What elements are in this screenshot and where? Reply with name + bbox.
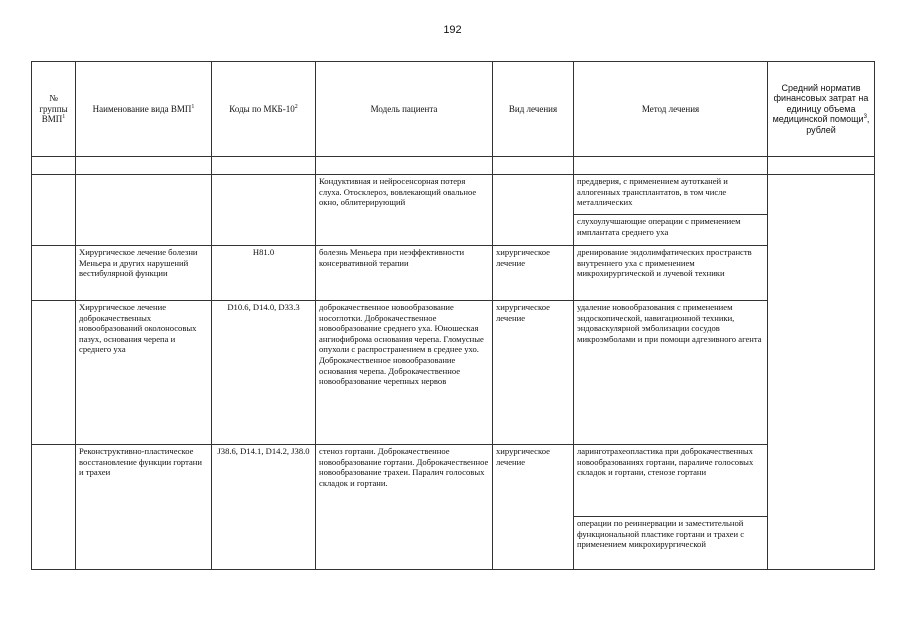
method-cell: дренирование эндолимфатических пространств внутреннего уха с применением микрохирургической и лучевой техники <box>574 246 768 301</box>
table-row <box>32 175 875 215</box>
cost-cell <box>768 175 875 570</box>
method-cell: слухоулучшающие операции с применением имплантата среднего уха <box>574 215 768 246</box>
header-method: Метод лечения <box>574 62 768 157</box>
method-cell: операции по реиннервации и заместительной функциональной пластике гортани и трахеи с применением микрохирургической <box>574 517 768 570</box>
header-cost: Средний норматив финансовых затрат на единицу объема медицинской помощи$^3$, рублей <box>768 62 875 157</box>
patient-model-cell: стеноз гортани. Доброкачественное новообразование гортани. Доброкачественное новообразование трахеи. Паралич голосовых складок и гортани. <box>316 445 493 570</box>
vmp-name-cell: Хирургическое лечение доброкачественных новообразований околоносовых пазух, основания черепа и среднего уха <box>76 301 212 445</box>
table-row <box>32 246 875 301</box>
header-name: Наименование вида ВМП$^1$ <box>76 62 212 157</box>
patient-model-cell: доброкачественное новообразование носоглотки. Доброкачественное новообразование среднего уха. Юношеская ангиофиброма основания черепа. Гломусные опухоли с распространением в среднее ухо. Доброкачественное новообразование основания черепа. Доброкачественное новообразование черепных нервов <box>316 301 493 445</box>
header-row <box>32 62 875 157</box>
patient-model-cell: болезнь Меньера при неэффективности консервативной терапии <box>316 246 493 301</box>
treatment-type-cell: хирургическое лечение <box>493 301 574 445</box>
empty-row <box>32 157 875 175</box>
patient-model-cell: Кондуктивная и нейросенсорная потеря слуха. Отосклероз, вовлекающий овальное окно, облитерирующий <box>316 175 493 246</box>
icd-codes-cell: J38.6, D14.1, D14.2, J38.0 <box>212 445 316 570</box>
header-model: Модель пациента <box>316 62 493 157</box>
icd-codes-cell: H81.0 <box>212 246 316 301</box>
header-group-no: № группы ВМП$^1$ <box>32 62 76 157</box>
method-cell: ларинготрахеопластика при доброкачественных новообразованиях гортани, параличе голосовых складок и гортани, стенозе гортани <box>574 445 768 517</box>
vmp-table <box>31 61 875 570</box>
treatment-type-cell: хирургическое лечение <box>493 445 574 570</box>
icd-codes-cell: D10.6, D14.0, D33.3 <box>212 301 316 445</box>
header-treatment-type: Вид лечения <box>493 62 574 157</box>
vmp-name-cell: Хирургическое лечение болезни Меньера и других нарушений вестибулярной функции <box>76 246 212 301</box>
method-cell: преддверия, с применением аутотканей и аллогенных трансплантатов, в том числе металлических <box>574 175 768 215</box>
method-cell: удаление новообразования с применением эндоскопической, навигационной техники, эндоваскулярной эмболизации сосудов микроэмболами и при помощи адгезивного агента <box>574 301 768 445</box>
treatment-type-cell: хирургическое лечение <box>493 246 574 301</box>
vmp-name-cell: Реконструктивно-пластическое восстановление функции гортани и трахеи <box>76 445 212 570</box>
table-row <box>32 445 875 517</box>
table-row <box>32 301 875 445</box>
page-number: 192 <box>443 24 462 36</box>
header-codes: Коды по МКБ-$10^2$ <box>212 62 316 157</box>
